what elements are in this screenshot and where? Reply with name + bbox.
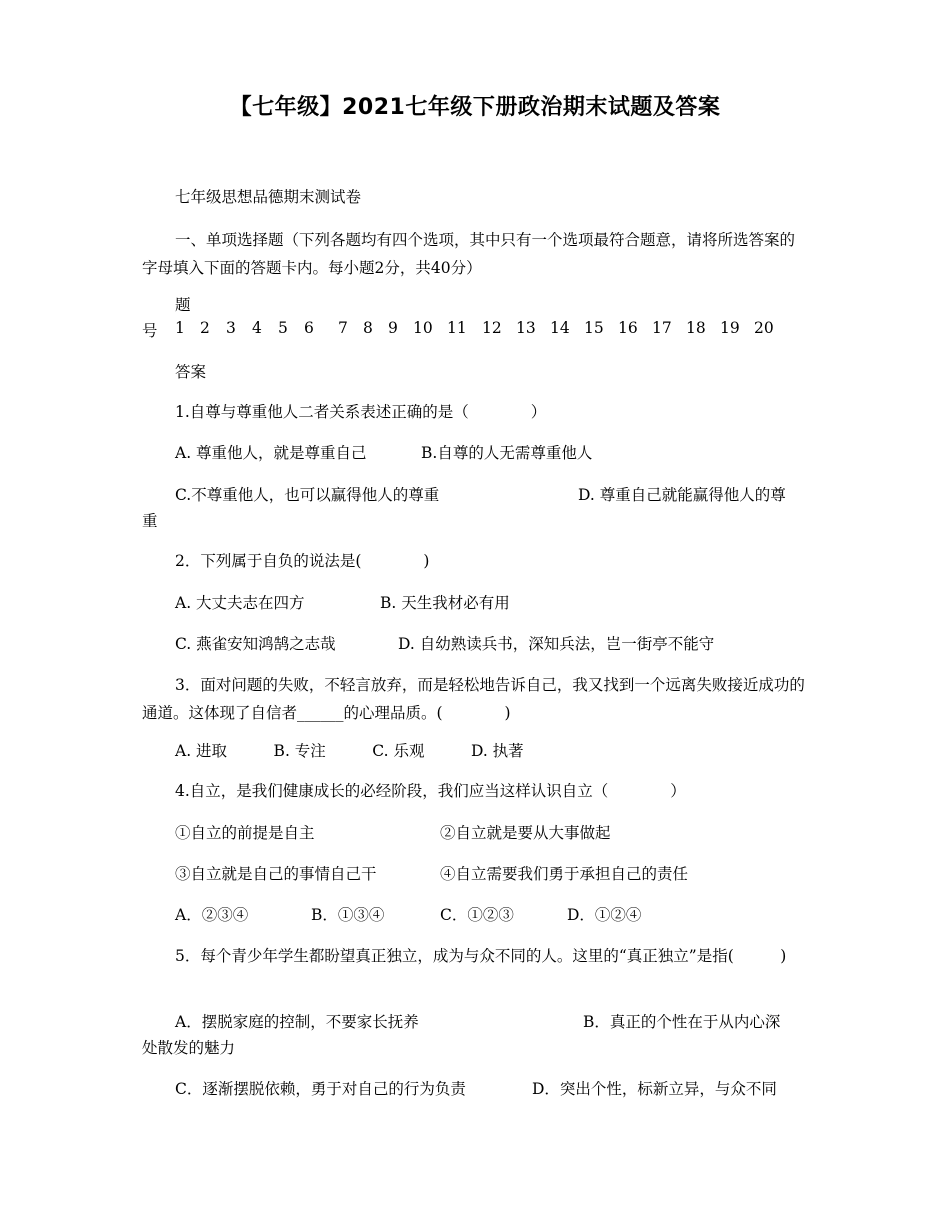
question-3-options: A. 进取 B. 专注 C. 乐观 D. 执著 xyxy=(175,742,524,760)
question-4-statement-1: ①自立的前提是自主 xyxy=(175,824,315,842)
answer-card-number: 4 xyxy=(252,319,262,337)
answer-card-number: 10 xyxy=(413,319,433,337)
question-1-stem: 1.自尊与尊重他人二者关系表述正确的是（ ） xyxy=(175,403,547,421)
answer-card-number: 2 xyxy=(200,319,210,337)
question-4-option-d: D．①②④ xyxy=(567,906,642,924)
answer-card-number: 17 xyxy=(652,319,672,337)
answer-card-number: 14 xyxy=(550,319,570,337)
answer-card-number: 7 xyxy=(338,319,348,337)
question-4-option-b: B．①③④ xyxy=(311,906,385,924)
answer-card-number: 9 xyxy=(388,319,398,337)
question-1-option-d-continued: 重 xyxy=(142,512,158,530)
answer-card-number: 13 xyxy=(516,319,536,337)
answer-card-number: 8 xyxy=(363,319,373,337)
question-2-option-d: D. 自幼熟读兵书，深知兵法，岂一街亭不能守 xyxy=(398,635,715,653)
answer-card-answer-label: 答案 xyxy=(175,363,207,381)
question-5-option-a: A．摆脱家庭的控制，不要家长抚养 xyxy=(175,1013,419,1031)
question-1-option-b: B.自尊的人无需尊重他人 xyxy=(421,444,593,462)
answer-card-number: 16 xyxy=(618,319,638,337)
answer-card-number: 1 xyxy=(175,319,185,337)
answer-card-number: 19 xyxy=(720,319,740,337)
question-3-stem: 3．面对问题的失败，不轻言放弃，而是轻松地告诉自己，我又找到一个远离失败接近成功的通道。这体现了自信者______的心理品质。( ) xyxy=(142,676,805,722)
question-2-stem: 2．下列属于自负的说法是( ) xyxy=(175,552,430,570)
question-4-statement-2: ②自立就是要从大事做起 xyxy=(440,824,611,842)
page-title: 【七年级】2021七年级下册政治期末试题及答案 xyxy=(229,95,721,120)
question-5-option-c: C．逐渐摆脱依赖，勇于对自己的行为负责 xyxy=(175,1080,466,1098)
question-4-statement-4: ④自立需要我们勇于承担自己的责任 xyxy=(440,865,689,883)
question-4-statement-3: ③自立就是自己的事情自己干 xyxy=(175,865,377,883)
question-4-option-a: A．②③④ xyxy=(175,906,249,924)
question-2-option-c: C. 燕雀安知鸿鹄之志哉 xyxy=(175,635,336,653)
answer-card-number: 18 xyxy=(686,319,706,337)
answer-card-number: 20 xyxy=(754,319,774,337)
answer-card-number: 3 xyxy=(226,319,236,337)
exam-subtitle: 七年级思想品德期末测试卷 xyxy=(175,188,362,206)
question-5-option-b-continued: 处散发的魅力 xyxy=(142,1039,236,1057)
answer-card-number: 11 xyxy=(447,319,467,337)
answer-card-number-row xyxy=(142,319,822,341)
question-1-option-a: A. 尊重他人，就是尊重自己 xyxy=(175,444,367,462)
answer-card-header-bottom: 号 xyxy=(142,322,158,340)
section-intro: 一、单项选择题（下列各题均有四个选项，其中只有一个选项最符合题意，请将所选答案的字母填入下面的答题卡内。每小题2分，共40分） xyxy=(142,231,796,277)
question-4-option-c: C．①②③ xyxy=(440,906,514,924)
question-2-option-a: A. 大丈夫志在四方 xyxy=(175,594,305,612)
question-5-stem: 5．每个青少年学生都盼望真正独立，成为与众不同的人。这里的“真正独立”是指( ) xyxy=(175,947,787,965)
question-5-option-d: D．突出个性，标新立异，与众不同 xyxy=(532,1080,777,1098)
answer-card-header-top: 题 xyxy=(175,296,191,314)
question-2-option-b: B. 天生我材必有用 xyxy=(380,594,510,612)
answer-card-number: 6 xyxy=(304,319,314,337)
answer-card-number: 15 xyxy=(584,319,604,337)
answer-card-number: 5 xyxy=(278,319,288,337)
question-1-option-c: C.不尊重他人，也可以赢得他人的尊重 xyxy=(175,486,440,504)
question-4-stem: 4.自立，是我们健康成长的必经阶段，我们应当这样认识自立（ ） xyxy=(175,782,686,800)
question-1-option-d: D. 尊重自己就能赢得他人的尊 xyxy=(578,486,786,504)
question-5-option-b: B．真正的个性在于从内心深 xyxy=(583,1013,781,1031)
answer-card-number: 12 xyxy=(482,319,502,337)
